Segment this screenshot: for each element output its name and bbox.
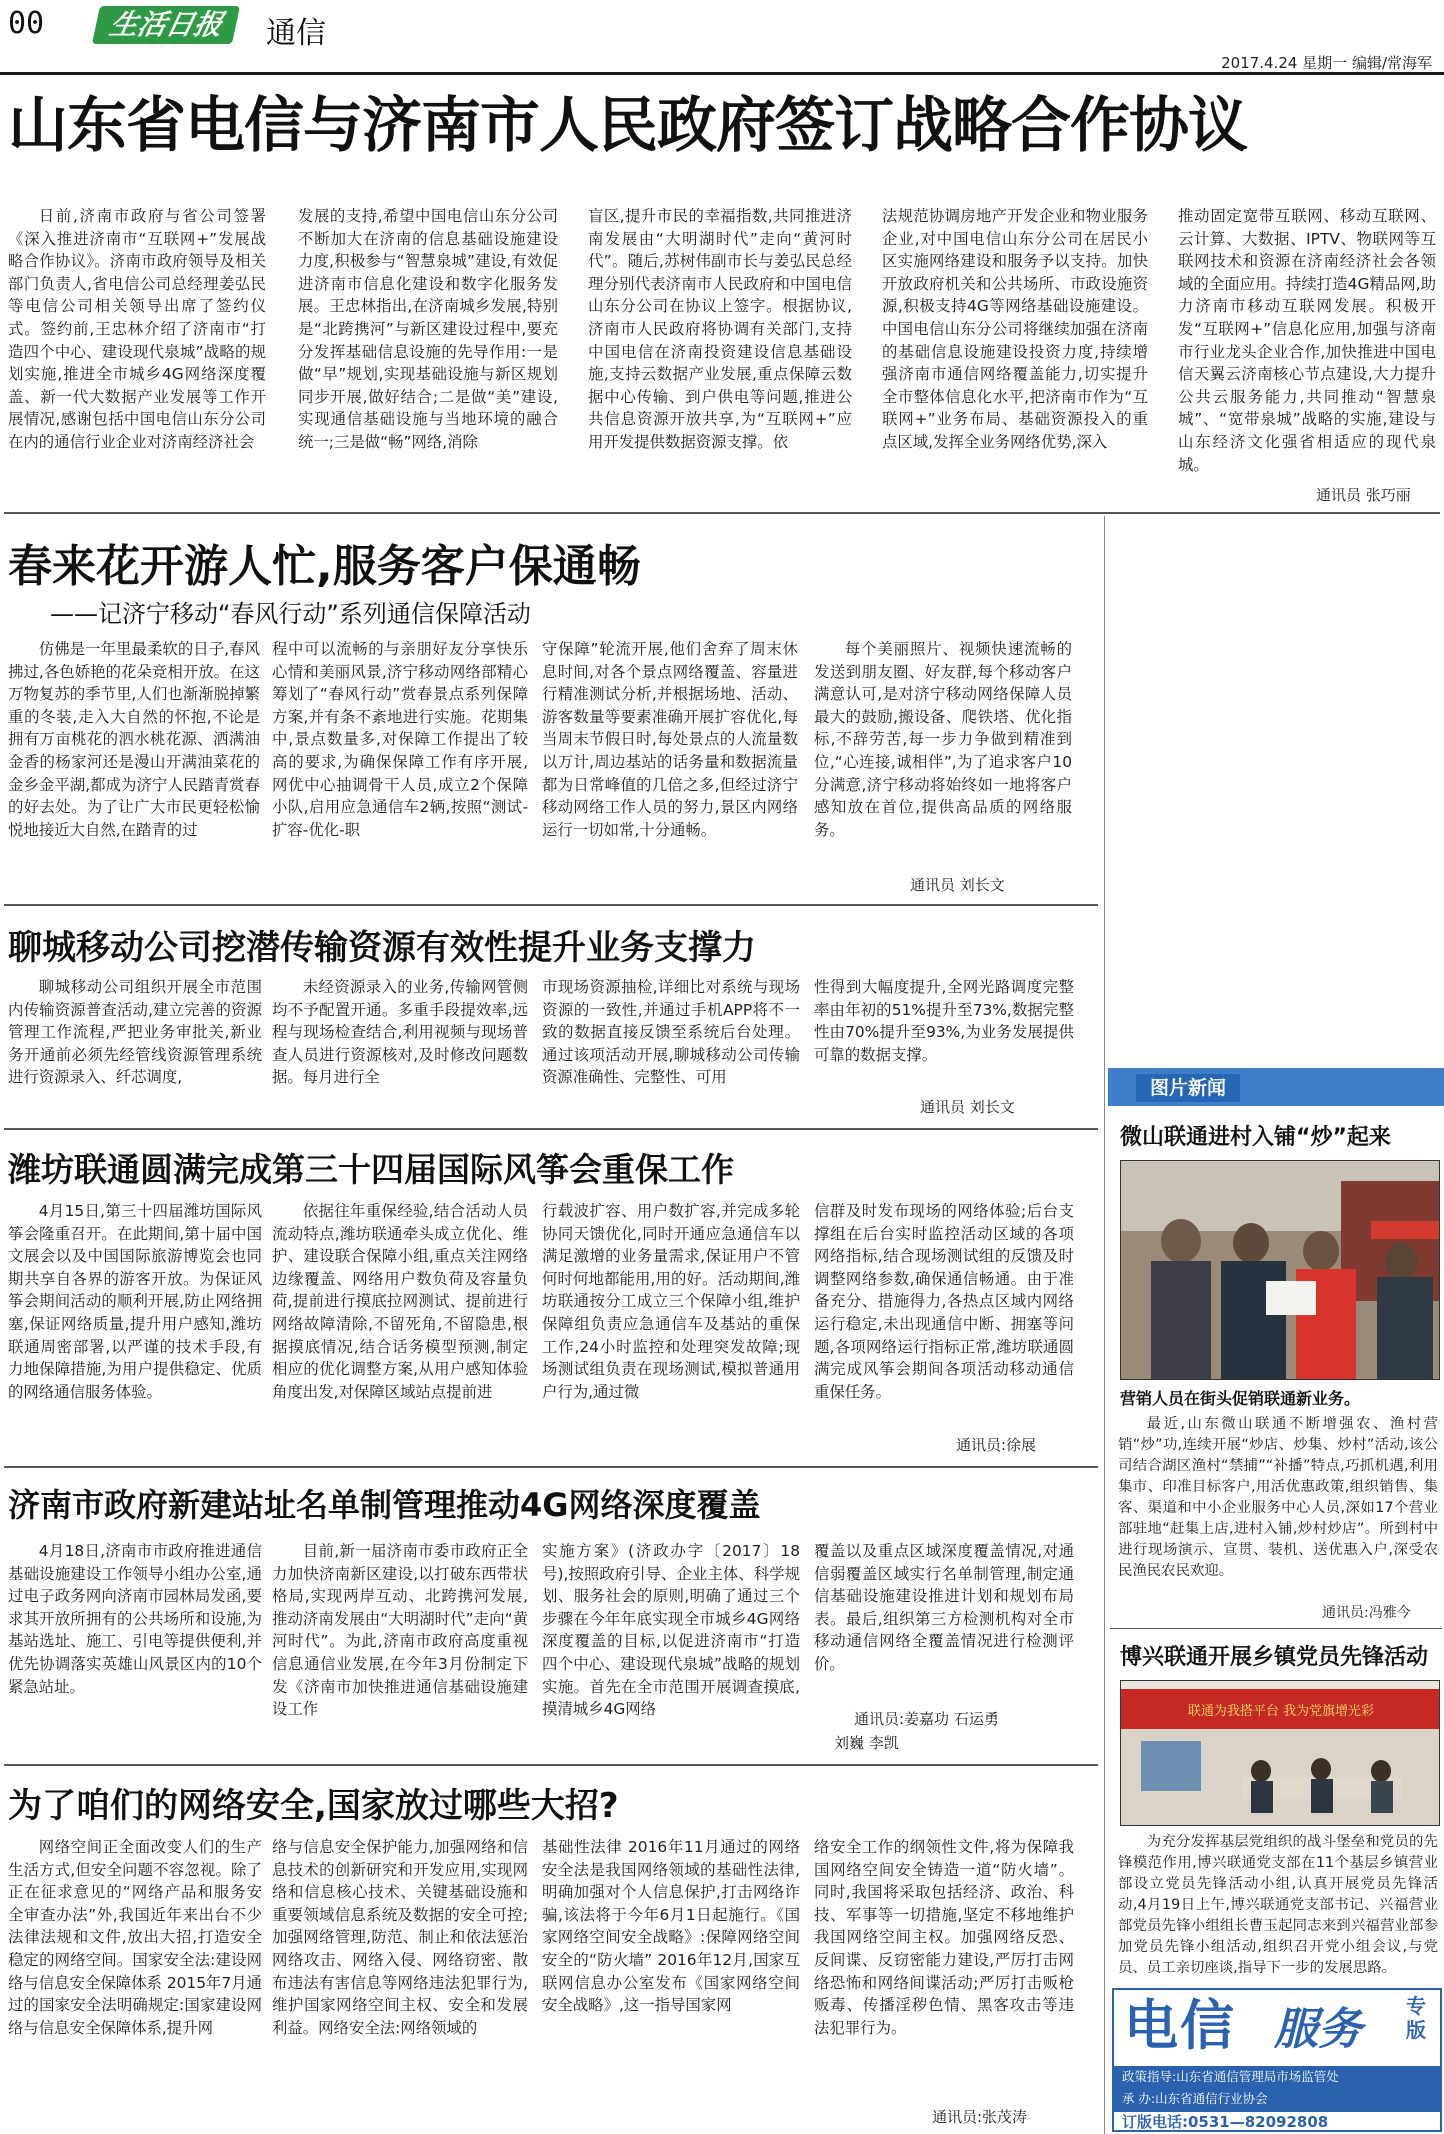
- weifang-byline: 通讯员:徐展: [956, 1436, 1037, 1454]
- lead-byline: 通讯员 张巧丽: [1316, 486, 1411, 504]
- ad-service-word: 服务: [1274, 2004, 1362, 2055]
- ad-line-1: 政策指导:山东省通信管理局市场监管处: [1122, 2069, 1339, 2084]
- security-headline: 为了咱们的网络安全,国家放过哪些大招?: [8, 1786, 619, 1826]
- sidebar-divider: [1104, 516, 1105, 2134]
- spring-byline: 通讯员 刘长文: [910, 876, 1005, 894]
- rule-after-lead: [4, 512, 1440, 514]
- spring-col-2: 程中可以流畅的与亲朋好友分享快乐心情和美丽风景,济宁移动网络部精心筹划了“春风行动”赏春景点系列保障方案,并有条不紊地进行实施。花期集中,景点数量多,对保障工作提出了较高的要求,为确保保障工作有序开展,网优中心抽调骨干人员,成立2个保障小队,启用应急通信车2辆,按照“测试-扩容-优化-职: [272, 640, 528, 839]
- meeting-banner-text: 联通为我搭平台 我为党旗增光彩: [1187, 1704, 1375, 1719]
- spring-col-4: 每个美丽照片、视频快速流畅的发送到朋友圈、好友群,每个移动客户满意认可,是对济宁移动网络保障人员最大的鼓励,搬设备、爬铁塔、优化指标,不辞劳苦,每一步力争做到精准到位,“心连接,诚相伴”,为了追求客户10分满意,济宁移动将始终如一地将客户感知放在首位,提供高品质的网络服务。: [814, 640, 1072, 839]
- liaocheng-byline: 通讯员 刘长文: [920, 1098, 1015, 1116]
- header-rule: [0, 72, 1444, 75]
- liaocheng-col-1: 聊城移动公司组织开展全市范围内传输资源普查活动,建立完善的资源管理工作流程,严把业务审批关,新业务开通前必须先经管线资源管理系统进行资源录入、纤芯调度,: [8, 978, 262, 1087]
- lead-col-5: 推动固定宽带互联网、移动互联网、云计算、大数据、IPTV、物联网等互联网技术和资源在济南经济社会各领域的全面应用。持续打造4G精品网,助力济南市移动互联网发展。积极开发“互联网+”信息化应用,加强与济南市行业龙头企业合作,加快推进中国电信天翼云济南核心节点建设,大力提升公共云服务能力,共同推动“智慧泉城”、“宽带泉城”战略的实施,建设与山东经济文化强省相适应的现代泉城。: [1178, 207, 1436, 474]
- spring-subheadline: ——记济宁移动“春风行动”系列通信保障活动: [50, 600, 531, 628]
- picture-news-label: 图片新闻: [1136, 1074, 1240, 1102]
- jinan4g-byline-1: 通讯员:姜嘉功 石运勇: [854, 1710, 999, 1728]
- ad-column-word: 专版: [1406, 1994, 1426, 2042]
- lead-col-2: 发展的支持,希望中国电信山东分公司不断加大在济南的信息基础设施建设力度,积极参与“智慧泉城”建设,有效促进济南市信息化建设和数字化服务发展。王忠林指出,在济南城乡发展,特别是“北跨携河”与新区建设过程中,要充分发挥基础信息设施的先导作用:一是做“早”规划,实现基础设施与新区规划同步开展,做好结合;二是做“美”建设,实现通信基础设施与当地环境的融合统一;三是做“畅”网络,消除: [298, 207, 558, 451]
- sidebar-item-1-body: 最近,山东微山联通不断增强农、渔村营销“炒”功,连续开展“炒店、炒集、炒村”活动,该公司结合湖区渔村“禁捕”“补播”特点,巧抓机遇,利用集市、印准目标客户,用活优惠政策,组织销售、集客、渠道和中小企业服务中心人员,深如17个营业部驻地“赶集上店,进村入铺,炒村炒店”。所到村中进行现场演示、宣贯、装机、送优惠入户,深受农民渔民农民欢迎。: [1118, 1416, 1438, 1579]
- section-name: 通信: [266, 16, 326, 51]
- jinan4g-headline: 济南市政府新建站址名单制管理推动4G网络深度覆盖: [8, 1486, 761, 1524]
- security-col-1: 网络空间正全面改变人们的生产生活方式,但安全问题不容忽视。除了正在征求意见的“网络产品和服务安全审查办法”外,我国近年来出台不少法律法规和文件,放出大招,打造安全稳定的网络空间。国家安全法:建设网络与信息安全保障体系 2015年7月通过的国家安全法明确规定:国家建设网络与信息安全保障体系,提升网: [8, 1838, 262, 2037]
- liaocheng-col-3: 市现场资源抽检,详细比对系统与现场资源的一致性,并通过手机APP将不一致的数据直接反馈至系统后台处理。通过该项活动开展,聊城移动公司传输资源准确性、完整性、可用: [542, 978, 800, 1087]
- sidebar-item-2-title: 博兴联通开展乡镇党员先锋活动: [1120, 1645, 1429, 1670]
- sidebar-item-1-caption: 营销人员在街头促销联通新业务。: [1120, 1389, 1361, 1408]
- spring-headline: 春来花开游人忙,服务客户保通畅: [8, 541, 641, 592]
- ad-line-2: 承 办:山东省通信行业协会: [1122, 2091, 1268, 2106]
- jinan4g-col-3: 实施方案》(济政办字〔2017〕18号),按照政府引导、企业主体、科学规划、服务社会的原则,明确了通过三个步骤在今年年底实现全市城乡4G网络深度覆盖的目标,以促进济南市“打造四个中心、建设现代泉城”战略的规划实施。首先在全市范围开展调查摸底,摸清城乡4G网络: [542, 1542, 800, 1719]
- photo-party-meeting: [1120, 1680, 1440, 1826]
- sidebar-item-1-title: 微山联通进村入铺“炒”起来: [1120, 1125, 1391, 1150]
- security-col-3: 基础性法律 2016年11月通过的网络安全法是我国网络领域的基础性法律,明确加强对个人信息保护,打击网络诈骗,该法将于今年6月1日起施行。《国家网络空间安全战略》:保障网络空间安全的“防火墙” 2016年12月,国家互联网信息办公室发布《国家网络空间安全战略》,这一指导国家网: [542, 1838, 800, 2015]
- ad-info-band: [1114, 2066, 1440, 2112]
- ad-phone: 订版电话:0531—82092808: [1122, 2113, 1329, 2131]
- rule-after-weifang: [4, 1466, 1098, 1468]
- jinan4g-byline-2: 刘巍 李凯: [834, 1734, 899, 1752]
- lead-col-3: 盲区,提升市民的幸福指数,共同推进济南发展由“大明湖时代”走向“黄河时代”。随后,苏树伟副市长与姜弘民总经理分别代表济南市人民政府和中国电信山东分公司在协议上签字。根据协议,济南市人民政府将协调有关部门,支持中国电信在济南投资建设信息基础设施,支持云数据产业发展,重点保障云数据中心传输、到户供电等问题,推进公共信息资源开放共享,为“互联网+”应用开发提供数据资源支撑。依: [588, 207, 852, 451]
- sidebar-item-1-byline: 通讯员:冯雅今: [1322, 1605, 1411, 1621]
- security-col-2: 络与信息安全保护能力,加强网络和信息技术的创新研究和开发应用,实现网络和信息核心技术、关键基础设施和重要领域信息系统及数据的安全可控;加强网络管理,防范、制止和依法惩治网络攻击、网络入侵、网络窃密、散布违法有害信息等网络违法犯罪行为,维护国家网络空间主权、安全和发展利益。网络安全法:网络领域的: [272, 1838, 528, 2037]
- spring-col-1: 仿佛是一年里最柔软的日子,春风拂过,各色娇艳的花朵竞相开放。在这万物复苏的季节里,人们也渐渐脱掉繁重的冬装,走入大自然的怀抱,不论是拥有万亩桃花的泗水桃花源、洒满油金香的杨家河还是漫山开满油菜花的金乡金平湖,都成为济宁人民踏青赏春的好去处。为了让广大市民更轻松愉悦地接近大自然,在踏青的过: [8, 640, 260, 839]
- rule-after-liaocheng: [4, 1128, 1098, 1130]
- jinan4g-col-4: 覆盖以及重点区域深度覆盖情况,对通信弱覆盖区域实行名单制管理,制定通信基础设施建设推进计划和规划布局表。最后,组织第三方检测机构对全市移动通信网络全覆盖情况进行检测评价。: [814, 1542, 1074, 1673]
- weifang-col-4: 信群及时发布现场的网络体验;后台支撑组在后台实时监控活动区域的各项网络指标,结合现场测试组的反馈及时调整网络参数,确保通信畅通。由于准备充分、措施得力,各热点区域内网络运行稳定,未出现通信中断、拥塞等问题,各项网络运行指标正常,潍坊联通圆满完成风筝会期间各项活动移动通信重保任务。: [814, 1202, 1074, 1401]
- page-number: 00: [8, 6, 45, 41]
- rule-after-spring: [4, 904, 1098, 906]
- spring-col-3: 守保障”轮流开展,他们舍弃了周末休息时间,对各个景点网络覆盖、容量进行精准测试分析,并根据场地、活动、游客数量等要素准确开展扩容优化,每当周末节假日时,每处景点的人流量数以万计,周边基站的话务量和数据流量都为日常峰值的几倍之多,但经过济宁移动网络工作人员的努力,景区内网络运行一切如常,十分通畅。: [542, 640, 798, 839]
- telecom-service-ad: [1112, 1988, 1442, 2132]
- security-col-4: 络安全工作的纲领性文件,将为保障我国网络空间安全铸造一道“防火墙”。同时,我国将采取包括经济、政治、科技、军事等一切措施,坚定不移地维护我国网络空间主权。加强网络反恐、反间谍、反窃密能力建设,严厉打击网络恐怖和网络间谍活动;严厉打击贩枪贩毒、传播淫秽色情、黑客攻击等违法犯罪行为。: [814, 1838, 1074, 2037]
- ad-telecom-word: 电信: [1124, 1994, 1236, 2057]
- jinan4g-col-2: 目前,新一届济南市委市政府正全力加快济南新区建设,以打破东西带状格局,实现两岸互动、北跨携河发展,推动济南发展由“大明湖时代”走向“黄河时代”。为此,济南市政府高度重视信息通信业发展,在今年3月份制定下发《济南市加快推进通信基础设施建设工作: [272, 1542, 528, 1719]
- security-byline: 通讯员:张茂涛: [932, 2108, 1028, 2126]
- page-header: [0, 0, 1444, 52]
- liaocheng-col-4: 性得到大幅度提升,全网光路调度完整率由年初的51%提升至73%,数据完整性由70%提升至93%,为业务发展提供可靠的数据支撑。: [814, 978, 1074, 1064]
- rule-sidebar-1: [1110, 1628, 1442, 1629]
- weifang-col-3: 行载波扩容、用户数扩容,并完成多轮协同天馈优化,同时开通应急通信车以满足激增的业务量需求,保证用户不管何时何地都能用,用的好。活动期间,潍坊联通按分工成立三个保障小组,维护保障组负责应急通信车及基站的重保工作,24小时监控和处理突发故障;现场测试组负责在现场测试,模拟普通用户行为,通过微: [542, 1202, 800, 1401]
- lead-col-4: 法规范协调房地产开发企业和物业服务企业,对中国电信山东分公司在居民小区实施网络建设和服务予以支持。加快开放政府机关和公共场所、市政设施资源,积极支持4G等网络基础设施建设。中国电信山东分公司将继续加强在济南的基础信息设施建设投资力度,持续增强济南市通信网络覆盖能力,切实提升全市整体信息化水平,把济南市作为“互联网+”业务布局、基础资源投入的重点区域,发挥全业务网络优势,深入: [882, 207, 1148, 451]
- weifang-col-1: 4月15日,第三十四届潍坊国际风筝会隆重召开。在此期间,第十届中国文展会以及中国国际旅游博览会也同期共享自各界的游客开放。为保证风筝会期间活动的顺利开展,防止网络拥塞,保证网络质量,提升用户感知,潍坊联通周密部署,以严谨的技术手段,有力地保障措施,为用户提供稳定、优质的网络通信服务体验。: [8, 1202, 262, 1401]
- weifang-headline: 潍坊联通圆满完成第三十四届国际风筝会重保工作: [8, 1150, 734, 1189]
- lead-col-1: 日前,济南市政府与省公司签署《深入推进济南市“互联网+”发展战略合作协议》。济南市政府领导及相关部门负责人,省电信公司总经理姜弘民等电信公司相关领导出席了签约仪式。签约前,王忠林介绍了济南市“打造四个中心、建设现代泉城”战略的规划实施,推进全市城乡4G网络深度覆盖、新一代大数据产业发展等工作开展情况,感谢包括中国电信山东分公司在内的通信行业企业对济南经济社会: [8, 207, 266, 451]
- weifang-col-2: 依据往年重保经验,结合活动人员流动特点,潍坊联通牵头成立优化、维护、建设联合保障小组,重点关注网络边缘覆盖、网络用户数负荷及容量负荷,提前进行摸底拉网测试、提前进行网络故障清除,不留死角,不留隐患,根据摸底情况,结合话务模型预测,制定相应的优化调整方案,从用户感知体验角度出发,对保障区域站点提前进: [272, 1202, 528, 1401]
- sidebar-item-2-body: 为充分发挥基层党组织的战斗堡垒和党员的先锋模范作用,博兴联通党支部在11个基层乡镇营业部设立党员先锋活动小组,认真开展党员先锋活动,4月19日上午,博兴联通党支部书记、兴福营业部党员先锋小组组长曹玉起同志来到兴福营业部参加党员先锋小组活动,组织召开党小组会议,与党员、员工亲切座谈,指导下一步的发展思路。: [1118, 1834, 1438, 1976]
- liaocheng-col-2: 未经资源录入的业务,传输网管侧均不予配置开通。多重手段提效率,远程与现场检查结合,利用视频与现场普查人员进行资源核对,及时修改问题数据。每月进行全: [272, 978, 528, 1087]
- photo-street-promotion: [1120, 1160, 1440, 1380]
- picture-news-banner: [1108, 1068, 1444, 1106]
- issue-date-editor: 2017.4.24 星期一 编辑/常海军: [1221, 54, 1432, 72]
- jinan4g-col-1: 4月18日,济南市市政府推进通信基础设施建设工作领导小组办公室,通过电子政务网向济南市园林局发函,要求其开放所拥有的公共场所和设施,为基站选址、施工、引电等提供便利,并优先协调落实英雄山风景区内的10个紧急站址。: [8, 1542, 262, 1696]
- rule-after-jinan4g: [4, 1764, 1098, 1766]
- masthead-logo: 生活日报: [92, 6, 240, 44]
- lead-headline: 山东省电信与济南市人民政府签订战略合作协议: [8, 91, 1247, 161]
- liaocheng-headline: 聊城移动公司挖潜传输资源有效性提升业务支撑力: [8, 928, 756, 968]
